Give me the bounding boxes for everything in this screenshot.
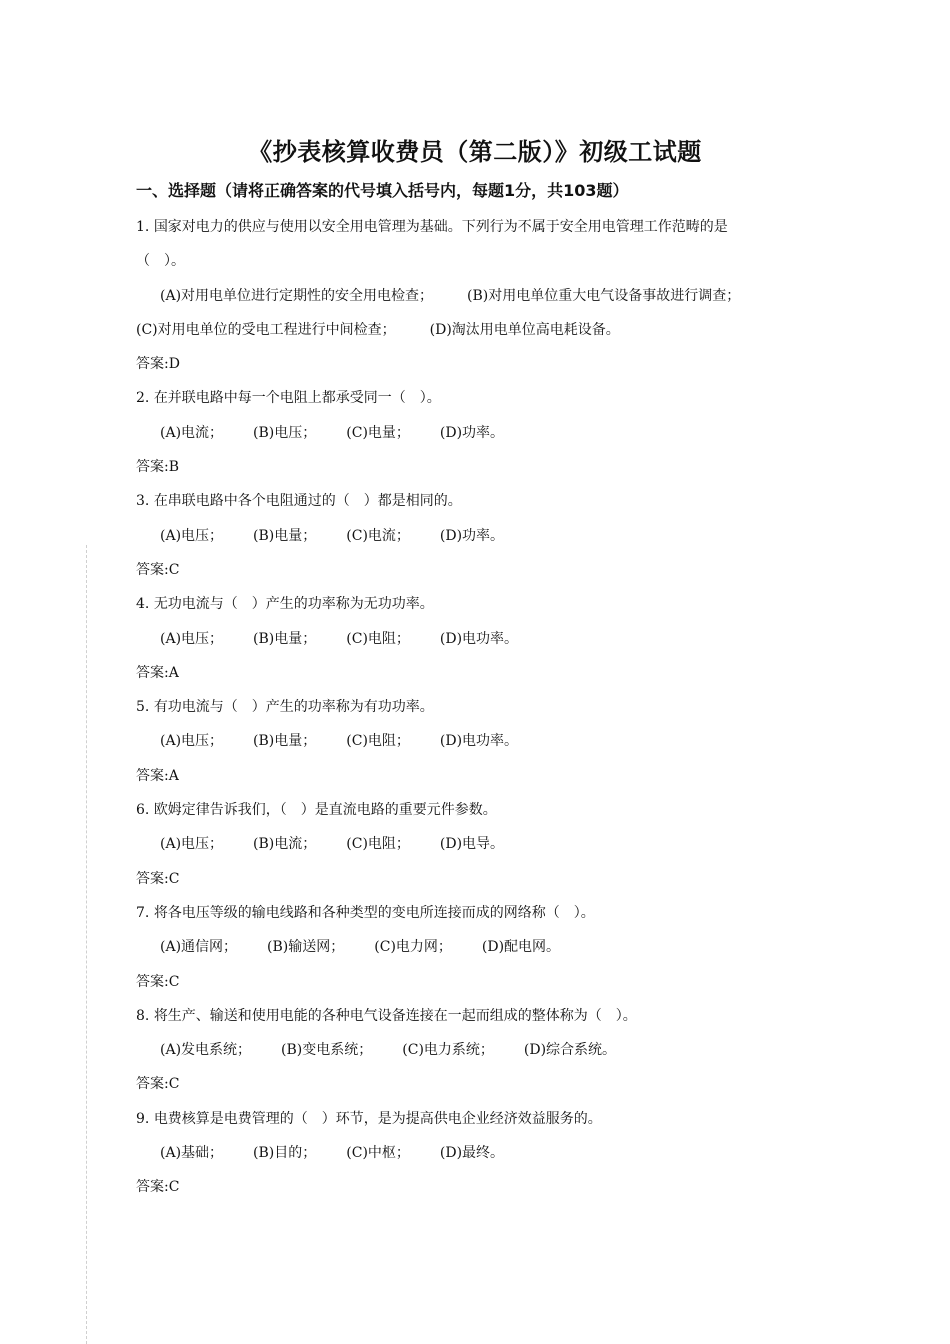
question-number: 2.: [136, 390, 150, 407]
question-number: 9.: [136, 1110, 150, 1127]
option-b: (B)电量；: [253, 733, 317, 750]
question-8: [136, 999, 866, 1102]
answer-label: 答案:: [136, 767, 169, 784]
option-d: (D)电导。: [439, 836, 505, 853]
answer-value: C: [168, 1179, 180, 1196]
option-a: (A)电压；: [160, 836, 224, 853]
option-d: (D)电功率。: [439, 630, 519, 647]
option-d: (D)电功率。: [439, 733, 519, 750]
question-number: 6.: [136, 802, 150, 819]
answer-label: 答案:: [136, 561, 169, 578]
option-b: (B)变电系统；: [281, 1042, 373, 1059]
answer-label: 答案:: [136, 1076, 169, 1093]
question-text: 电费核算是电费管理的（ ）环节，是为提高供电企业经济效益服务的。: [153, 1110, 602, 1127]
option-d: (D)淘汰用电单位高电耗设备。: [429, 321, 620, 338]
option-b: (B)目的；: [253, 1145, 317, 1162]
question-7: [136, 896, 866, 999]
option-b: (B)输送网；: [267, 939, 345, 956]
answer-label: 答案:: [136, 973, 169, 990]
option-a: (A)基础；: [160, 1145, 224, 1162]
option-row: [136, 827, 866, 861]
question-text: 在串联电路中各个电阻通过的（ ）都是相同的。: [153, 493, 462, 510]
question-number: 7.: [136, 904, 150, 921]
question-text: 将生产、输送和使用电能的各种电气设备连接在一起而组成的整体称为（ ）。: [153, 1007, 637, 1024]
option-row: [136, 313, 866, 347]
option-c: (C)电力网；: [374, 939, 452, 956]
question-text: 将各电压等级的输电线路和各种类型的变电所连接而成的网络称（ ）。: [153, 904, 595, 921]
answer-label: 答案:: [136, 356, 169, 373]
option-c: (C)电流；: [346, 527, 410, 544]
question-1: [136, 210, 866, 381]
answer-label: 答案:: [136, 1179, 169, 1196]
option-row: [136, 930, 866, 964]
question-2: [136, 381, 866, 484]
question-text: 有功电流与（ ）产生的功率称为有功功率。: [153, 699, 434, 716]
question-number: 4.: [136, 596, 150, 613]
question-number: 5.: [136, 699, 150, 716]
option-a: (A)电流；: [160, 424, 224, 441]
option-a: (A)对用电单位进行定期性的安全用电检查；: [160, 287, 434, 304]
question-text: 在并联电路中每一个电阻上都承受同一（ ）。: [153, 390, 441, 407]
question-text: 欧姆定律告诉我们，（ ）是直流电路的重要元件参数。: [153, 802, 497, 819]
option-row: [136, 1033, 866, 1067]
option-b: (B)电量；: [253, 630, 317, 647]
option-a: (A)发电系统；: [160, 1042, 252, 1059]
answer-label: 答案:: [136, 664, 169, 681]
option-d: (D)综合系统。: [523, 1042, 617, 1059]
option-c: (C)电阻；: [346, 836, 410, 853]
question-6: [136, 793, 866, 896]
question-list: [136, 210, 866, 1205]
option-d: (D)功率。: [439, 527, 505, 544]
option-b: (B)电压；: [253, 424, 317, 441]
binding-margin-line: [86, 545, 87, 1344]
answer-value: C: [168, 561, 180, 578]
answer-value: C: [168, 973, 180, 990]
option-row: [136, 724, 866, 758]
answer-value: C: [168, 870, 180, 887]
answer-value: A: [168, 767, 179, 784]
option-b: (B)电量；: [253, 527, 317, 544]
question-text: 国家对电力的供应与使用以安全用电管理为基础。下列行为不属于安全用电管理工作范畴的是: [153, 219, 728, 235]
question-text: 无功电流与（ ）产生的功率称为无功功率。: [153, 596, 434, 613]
option-c: (C)对用电单位的受电工程进行中间检查；: [136, 321, 396, 338]
answer-value: A: [168, 664, 179, 681]
question-text-continued: （ ）。: [136, 253, 185, 270]
option-c: (C)电阻；: [346, 733, 410, 750]
option-d: (D)最终。: [439, 1145, 505, 1162]
option-c: (C)电阻；: [346, 630, 410, 647]
section-heading: 一、选择题（请将正确答案的代号填入括号内，每题1分，共103题）: [136, 181, 629, 200]
question-4: [136, 587, 866, 690]
option-a: (A)通信网；: [160, 939, 238, 956]
question-9: [136, 1102, 866, 1205]
document-title: 《抄表核算收费员（第二版）》初级工试题: [248, 138, 702, 166]
option-a: (A)电压；: [160, 527, 224, 544]
option-c: (C)电力系统；: [402, 1042, 494, 1059]
answer-value: C: [168, 1076, 180, 1093]
option-d: (D)功率。: [439, 424, 505, 441]
option-row: [136, 416, 866, 450]
option-row: [136, 519, 866, 553]
option-row: [136, 279, 866, 313]
question-3: [136, 484, 866, 587]
option-row: [136, 1136, 866, 1170]
option-a: (A)电压；: [160, 733, 224, 750]
option-d: (D)配电网。: [481, 939, 561, 956]
answer-value: D: [168, 356, 180, 373]
option-c: (C)中枢；: [346, 1145, 410, 1162]
answer-label: 答案:: [136, 870, 169, 887]
answer-value: B: [168, 459, 180, 476]
option-b: (B)对用电单位重大电气设备事故进行调查；: [467, 287, 741, 304]
question-number: 8.: [136, 1007, 150, 1024]
question-number: 3.: [136, 493, 150, 510]
option-row: [136, 622, 866, 656]
option-b: (B)电流；: [253, 836, 317, 853]
question-5: [136, 690, 866, 793]
option-a: (A)电压；: [160, 630, 224, 647]
answer-label: 答案:: [136, 459, 169, 476]
question-number: 1.: [136, 219, 150, 235]
option-c: (C)电量；: [346, 424, 410, 441]
